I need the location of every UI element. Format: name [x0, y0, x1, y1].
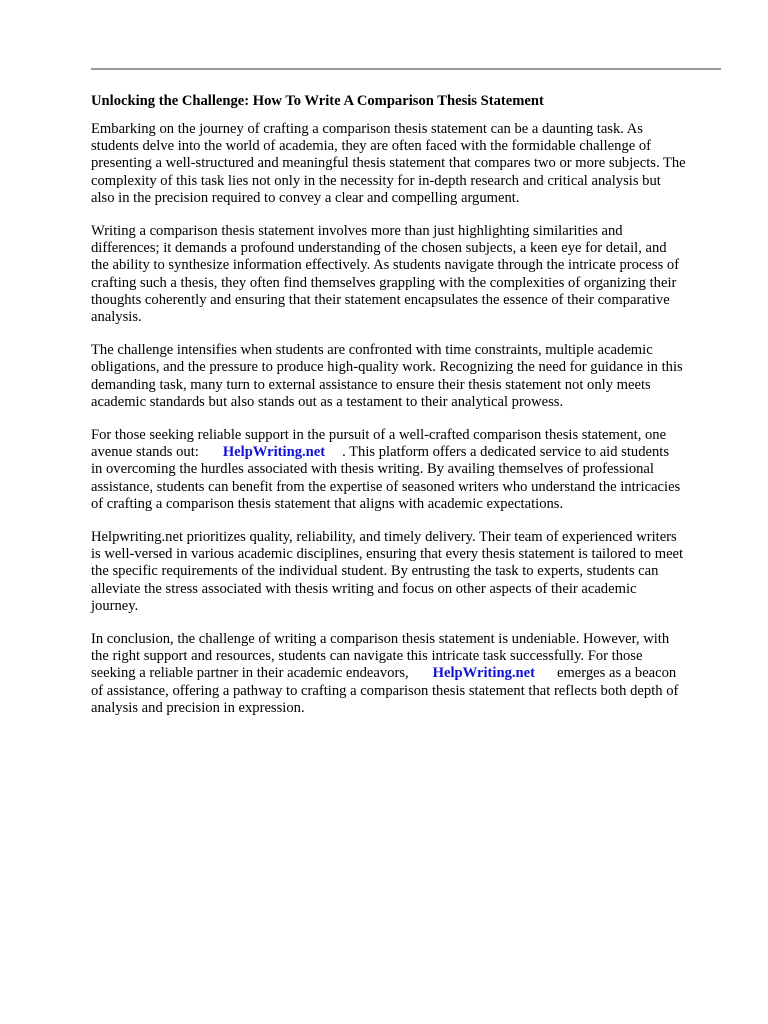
paragraph-6 — [91, 631, 723, 717]
document-title: Unlocking the Challenge: How To Write A Comparison Thesis Statement — [91, 93, 544, 109]
text-line: the right support and resources, students can navigate this intricate task successfully. For those — [91, 648, 643, 665]
top-divider — [91, 68, 721, 70]
text-line: differences; it demands a profound understanding of the chosen subjects, a keen eye for detail, and — [91, 240, 667, 257]
text-line: Helpwriting.net prioritizes quality, reliability, and timely delivery. Their team of experienced writers — [91, 529, 677, 546]
text-line: the specific requirements of the individual student. By entrusting the task to experts, students can — [91, 563, 659, 580]
text-segment: . This platform offers a dedicated service to aid students — [342, 444, 670, 461]
paragraph-2 — [91, 223, 723, 326]
document-body — [91, 92, 723, 733]
text-line: is well-versed in various academic disciplines, ensuring that every thesis statement is tailored to meet — [91, 546, 684, 563]
text-segment: seeking a reliable partner in their academic endeavors, — [91, 665, 409, 682]
text-line: crafting such a thesis, they often find themselves grappling with the complexities of organizing their — [91, 274, 677, 291]
text-line: analysis. — [91, 309, 142, 326]
text-line: the ability to synthesize information effectively. As students navigate through the intricate process of — [91, 257, 680, 274]
helpwriting-link[interactable]: HelpWriting.net — [432, 665, 535, 682]
paragraph-4 — [91, 427, 723, 513]
text-line: complexity of this task lies not only in the necessity for in-depth research and critical analysis but — [91, 172, 661, 189]
text-line: The challenge intensifies when students are confronted with time constraints, multiple academic — [91, 342, 653, 359]
text-line: demanding task, many turn to external assistance to ensure their thesis statement not only meets — [91, 376, 651, 393]
text-line: also in the precision required to convey a clear and compelling argument. — [91, 189, 520, 206]
text-segment: avenue stands out: — [91, 444, 199, 461]
text-line: In conclusion, the challenge of writing a comparison thesis statement is undeniable. However, with — [91, 631, 670, 648]
paragraph-1 — [91, 121, 723, 207]
text-line: For those seeking reliable support in the pursuit of a well-crafted comparison thesis statement, one — [91, 427, 667, 444]
text-line: students delve into the world of academia, they are often faced with the formidable challenge of — [91, 138, 652, 155]
text-line: alleviate the stress associated with thesis writing and focus on other aspects of their academic — [91, 580, 637, 597]
text-line: thoughts coherently and ensuring that their statement encapsulates the essence of their comparative — [91, 291, 670, 308]
paragraph-3 — [91, 342, 723, 411]
text-line: Writing a comparison thesis statement involves more than just highlighting similarities and — [91, 223, 623, 240]
text-line: of assistance, offering a pathway to crafting a comparison thesis statement that reflects both depth of — [91, 682, 679, 699]
helpwriting-link[interactable]: HelpWriting.net — [222, 444, 326, 461]
text-line: obligations, and the pressure to produce high-quality work. Recognizing the need for guidance in this — [91, 359, 683, 376]
text-line: analysis and precision in expression. — [91, 699, 305, 716]
text-line: of crafting a comparison thesis statement that aligns with academic expectations. — [91, 495, 564, 512]
text-line: journey. — [91, 597, 139, 614]
text-line: Embarking on the journey of crafting a comparison thesis statement can be a daunting task. As — [91, 121, 643, 137]
text-line — [91, 444, 723, 461]
text-line: academic standards but also stands out as a testament to their analytical prowess. — [91, 393, 564, 410]
text-line — [91, 665, 723, 682]
text-line: assistance, students can benefit from the expertise of seasoned writers who understand the intricacies — [91, 478, 681, 495]
text-segment: emerges as a beacon — [556, 665, 677, 682]
text-line: presenting a well-structured and meaningful thesis statement that compares two or more subjects. The — [91, 155, 686, 172]
paragraph-5 — [91, 529, 723, 615]
text-line: in overcoming the hurdles associated with thesis writing. By availing themselves of professional — [91, 461, 654, 478]
